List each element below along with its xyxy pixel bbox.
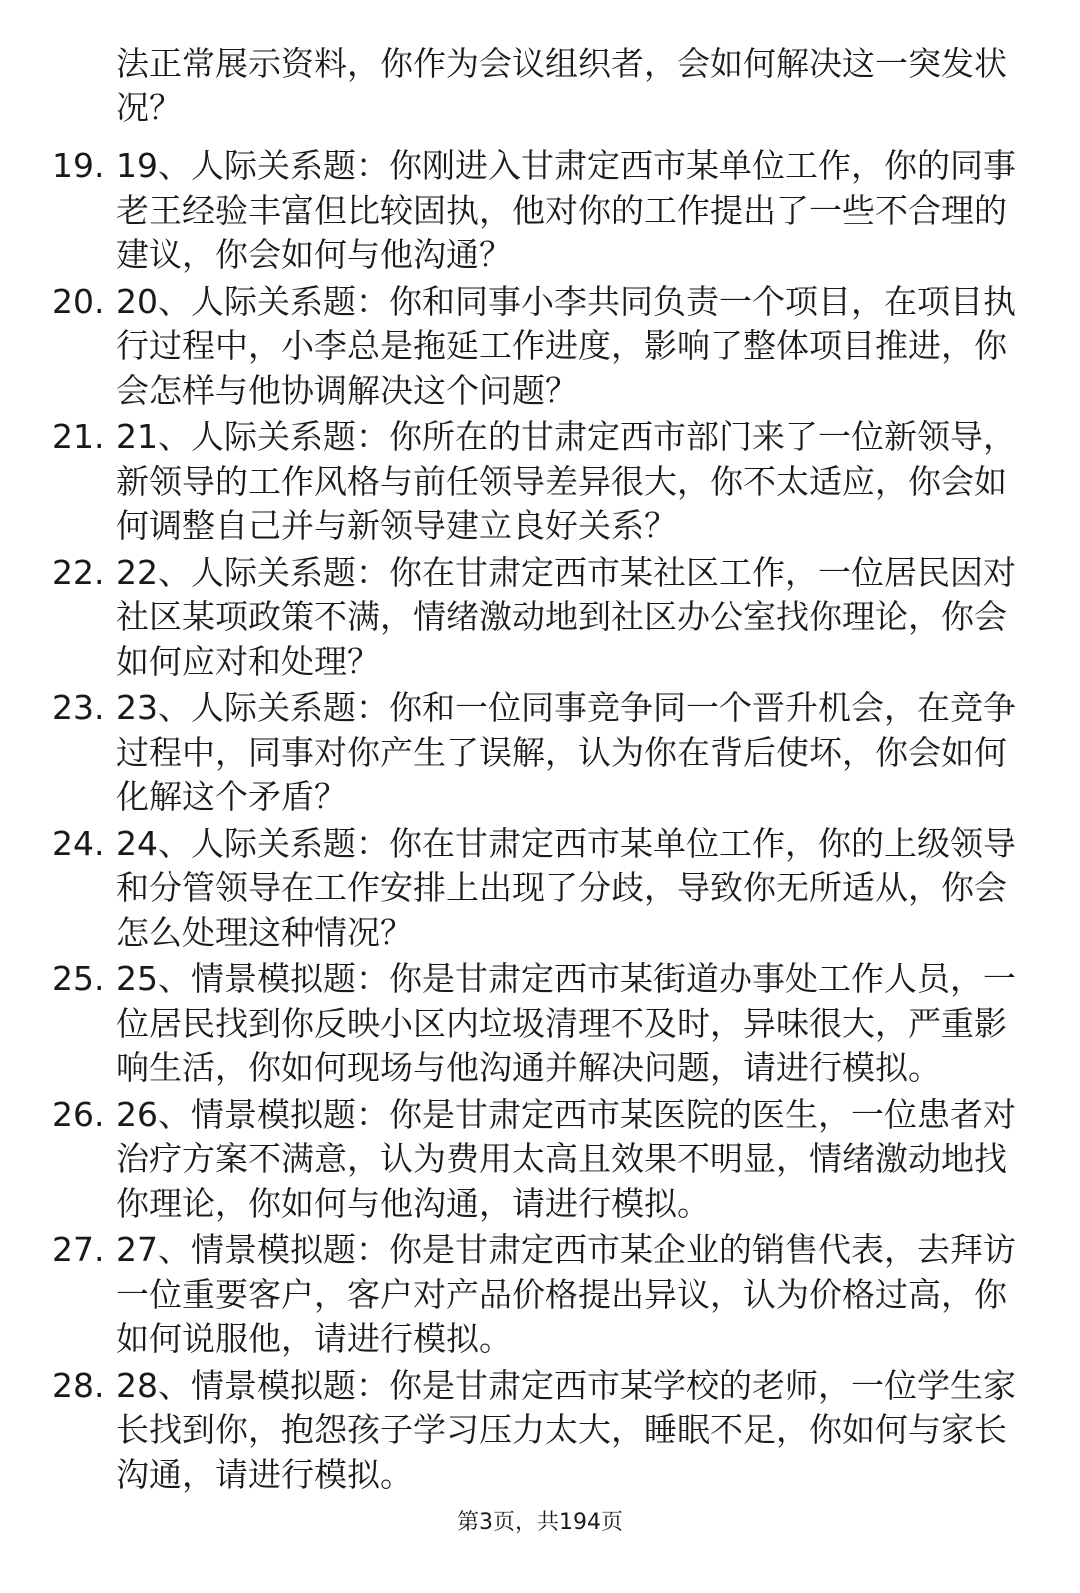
question-list	[0, 144, 1080, 1499]
question-text: 20、人际关系题：你和同事小李共同负责一个项目，在项目执行过程中，小李总是拖延工作进度，影响了整体项目推进，你会怎样与他协调解决这个问题？	[116, 281, 1016, 410]
question-number: 28.	[52, 1365, 105, 1405]
page-footer: 第3页，共194页	[457, 1510, 623, 1535]
question-item-27	[0, 1228, 1080, 1362]
question-item-25	[0, 957, 1080, 1091]
question-item-21	[0, 415, 1080, 549]
question-text: 28、情景模拟题：你是甘肃定西市某学校的老师，一位学生家长找到你，抱怨孩子学习压力太大，睡眠不足，你如何与家长沟通，请进行模拟。	[116, 1365, 1016, 1494]
question-text: 19、人际关系题：你刚进入甘肃定西市某单位工作，你的同事老王经验丰富但比较固执，他对你的工作提出了一些不合理的建议，你会如何与他沟通？	[116, 146, 1016, 274]
question-number: 21.	[52, 417, 105, 456]
continuation-paragraph: 法正常展示资料，你作为会议组织者，会如何解决这一突发状况？	[116, 44, 1007, 127]
question-text: 24、人际关系题：你在甘肃定西市某单位工作，你的上级领导和分管领导在工作安排上出现了分歧，导致你无所适从，你会怎么处理这种情况？	[116, 823, 1016, 952]
question-text: 22、人际关系题：你在甘肃定西市某社区工作，一位居民因对社区某项政策不满，情绪激动地到社区办公室找你理论，你会如何应对和处理？	[116, 552, 1016, 681]
question-number: 27.	[52, 1230, 105, 1269]
question-number: 26.	[52, 1094, 105, 1134]
question-text: 26、情景模拟题：你是甘肃定西市某医院的医生，一位患者对治疗方案不满意，认为费用太高且效果不明显，情绪激动地找你理论，你如何与他沟通，请进行模拟。	[116, 1094, 1016, 1223]
question-text: 25、情景模拟题：你是甘肃定西市某街道办事处工作人员，一位居民找到你反映小区内垃圾清理不及时，异味很大，严重影响生活，你如何现场与他沟通并解决问题，请进行模拟。	[116, 959, 1016, 1087]
question-text: 23、人际关系题：你和一位同事竞争同一个晋升机会，在竞争过程中，同事对你产生了误解，认为你在背后使坏，你会如何化解这个矛盾？	[116, 688, 1016, 816]
question-number: 19.	[52, 146, 105, 185]
question-number: 25.	[52, 959, 105, 998]
question-number: 23.	[52, 688, 105, 727]
question-number: 20.	[52, 281, 105, 321]
question-text: 27、情景模拟题：你是甘肃定西市某企业的销售代表，去拜访一位重要客户，客户对产品价格提出异议，认为价格过高，你如何说服他，请进行模拟。	[116, 1230, 1016, 1358]
question-item-28	[0, 1364, 1080, 1498]
question-number: 22.	[52, 552, 105, 592]
question-text: 21、人际关系题：你所在的甘肃定西市部门来了一位新领导，新领导的工作风格与前任领导差异很大，你不太适应，你会如何调整自己并与新领导建立良好关系？	[116, 417, 1016, 545]
question-item-23	[0, 686, 1080, 820]
question-item-26	[0, 1093, 1080, 1227]
question-item-22	[0, 551, 1080, 685]
question-item-20	[0, 280, 1080, 414]
question-item-24	[0, 822, 1080, 956]
question-item-19	[0, 144, 1080, 278]
question-number: 24.	[52, 823, 105, 863]
